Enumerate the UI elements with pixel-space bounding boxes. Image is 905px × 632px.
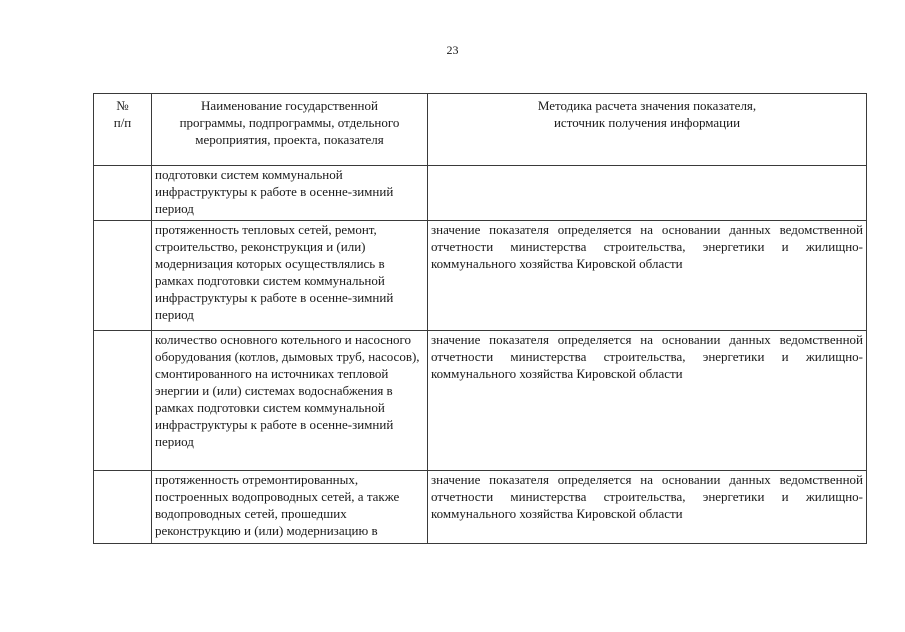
cell-name-text: протяженность отремонтированных, построенных водопроводных сетей, а также водопроводных сетей, прошедших реконструкцию и (или) модернизацию в xyxy=(155,472,400,538)
cell-name: количество основного котельного и насосного оборудования (котлов, дымовых труб, насосов), смонтированного на источниках тепловой энергии и (или) системах водоснабжения в рамках подготовки систем коммунальной инфраструктуры к работе в осенне-зимний период xyxy=(152,331,428,471)
table-row xyxy=(94,166,867,221)
table-header-row xyxy=(94,94,867,166)
table-row xyxy=(94,221,867,331)
cell-name xyxy=(152,471,428,544)
cell-number xyxy=(94,331,152,471)
cell-method: значение показателя определяется на основании данных ведомственной отчетности министерства строительства, энергетики и жилищно-коммунального хозяйства Кировской области xyxy=(428,471,867,544)
cell-name: протяженность тепловых сетей, ремонт, строительство, реконструкция и (или) модернизация которых осуществлялись в рамках подготовки систем коммунальной инфраструктуры к работе в осенне-зимний период xyxy=(152,221,428,331)
cell-number xyxy=(94,471,152,544)
header-name: Наименование государственной программы, подпрограммы, отдельного мероприятия, проекта, показателя xyxy=(152,94,428,166)
table-row xyxy=(94,471,867,544)
table-row xyxy=(94,331,867,471)
cell-method: значение показателя определяется на основании данных ведомственной отчетности министерства строительства, энергетики и жилищно-коммунального хозяйства Кировской области xyxy=(428,221,867,331)
page-number: 23 xyxy=(446,43,459,57)
cell-number xyxy=(94,221,152,331)
cell-number xyxy=(94,166,152,221)
cell-method: значение показателя определяется на основании данных ведомственной отчетности министерства строительства, энергетики и жилищно-коммунального хозяйства Кировской области xyxy=(428,331,867,471)
header-method: Методика расчета значения показателя, источник получения информации xyxy=(428,94,867,166)
cell-name: подготовки систем коммунальной инфраструктуры к работе в осенне-зимний период xyxy=(152,166,428,221)
indicator-table xyxy=(93,93,867,544)
cell-method xyxy=(428,166,867,221)
header-number: № п/п xyxy=(94,94,152,166)
